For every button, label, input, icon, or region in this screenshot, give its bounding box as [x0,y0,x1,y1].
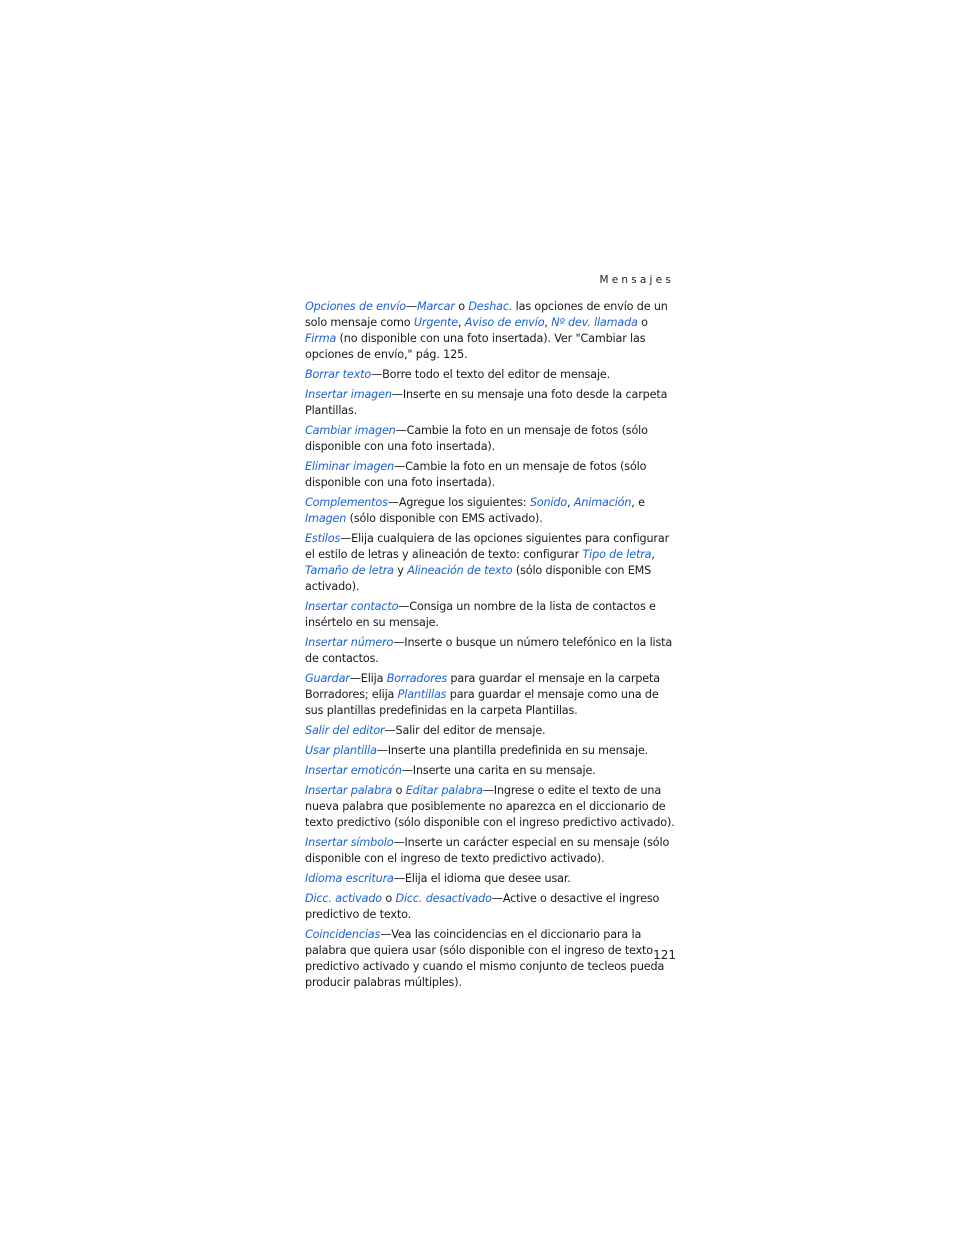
menu-option-term: Deshac. [468,300,513,313]
menu-option-term: Usar plantilla [305,744,377,757]
option-entry [305,783,677,831]
option-entry [305,387,677,419]
menu-option-term: Imagen [305,512,347,525]
option-entry [305,763,677,779]
menu-option-term: Editar palabra [405,784,483,797]
menu-option-term: Cambiar imagen [305,424,396,437]
option-description: —Consiga un nombre de la lista de contactos e insértelo en su mensaje. [305,600,656,629]
option-description: —Inserte o busque un número telefónico en la lista de contactos. [305,636,673,665]
option-description: las opciones de envío de un solo mensaje como [305,300,668,329]
option-description: , [544,316,552,329]
menu-option-term: Insertar emoticón [305,764,402,777]
option-description: —Vea las coincidencias en el diccionario para la palabra que quiera usar (sólo disponible con el ingreso de texto predictivo activado y cuando el mismo conjunto de tecleos pueda producir palabras múltiples). [305,928,665,989]
menu-option-term: Insertar contacto [305,600,399,613]
menu-option-term: Insertar número [305,636,394,649]
option-description: para guardar el mensaje como una de sus plantillas predefinidas en la carpeta Plantillas. [305,688,659,717]
menu-option-term: Eliminar imagen [305,460,395,473]
option-entry [305,531,677,595]
option-description: —Agregue los siguientes: [387,496,530,509]
option-description: —Inserte una carita en su mensaje. [401,764,596,777]
option-entry [305,723,677,739]
menu-option-term: Aviso de envío [464,316,545,329]
menu-option-term: Nº dev. llamada [551,316,638,329]
menu-option-term: Insertar imagen [305,388,392,401]
option-entry [305,891,677,923]
menu-option-term: Estilos [305,532,341,545]
menu-option-term: Urgente [413,316,458,329]
menu-option-term: Firma [305,332,337,345]
option-description: —Cambie la foto en un mensaje de fotos (sólo disponible con una foto insertada). [305,460,647,489]
option-description: , [457,316,465,329]
menu-option-term: Alineación de texto [407,564,513,577]
option-entry [305,927,677,991]
option-entry [305,459,677,491]
menu-option-term: Insertar símbolo [305,836,394,849]
option-entry [305,423,677,455]
menu-option-term: Guardar [305,672,350,685]
option-description: , [651,548,655,561]
option-description: , [567,496,574,509]
option-description: —Salir del editor de mensaje. [384,724,546,737]
option-entry [305,835,677,867]
option-description: o [381,892,396,905]
option-entry [305,367,677,383]
option-description: (sólo disponible con EMS activado). [346,512,543,525]
menu-option-term: Opciones de envío [305,300,406,313]
option-entry [305,495,677,527]
menu-option-term: Sonido [529,496,568,509]
menu-option-term: Animación [573,496,632,509]
menu-option-term: Dicc. activado [305,892,382,905]
option-description: —Inserte en su mensaje una foto desde la carpeta Plantillas. [305,388,668,417]
option-description: y [393,564,408,577]
option-entry [305,599,677,631]
option-description: —Ingrese o edite el texto de una nueva palabra que posiblemente no aparezca en el diccionario de texto predictivo (sólo disponible con el ingreso predictivo activado). [305,784,675,829]
menu-option-term: Borrar texto [305,368,372,381]
menu-option-term: Insertar palabra [305,784,393,797]
option-description: —Borre todo el texto del editor de mensaje. [371,368,611,381]
option-description: (no disponible con una foto insertada). Ver "Cambiar las opciones de envío," pág. 125. [305,332,646,361]
option-description: o [454,300,469,313]
menu-option-term: Tipo de letra [582,548,652,561]
option-description: o [392,784,406,797]
menu-option-term: Dicc. desactivado [395,892,492,905]
option-entry [305,299,677,363]
option-description: — [405,300,417,313]
option-description: —Inserte un carácter especial en su mensaje (sólo disponible con el ingreso de texto predictivo activado). [305,836,670,865]
option-entry [305,671,677,719]
option-description: para guardar el mensaje en la carpeta Borradores; elija [305,672,660,701]
menu-options-list [305,299,677,995]
page-number: 121 [653,948,676,962]
option-description: —Cambie la foto en un mensaje de fotos (sólo disponible con una foto insertada). [305,424,648,453]
menu-option-term: Coincidencias [305,928,381,941]
option-description: —Inserte una plantilla predefinida en su mensaje. [376,744,649,757]
option-entry [305,635,677,667]
menu-option-term: Marcar [416,300,455,313]
menu-option-term: Borradores [386,672,448,685]
option-description: —Elija el idioma que desee usar. [393,872,571,885]
menu-option-term: Complementos [305,496,388,509]
option-entry [305,743,677,759]
menu-option-term: Salir del editor [305,724,385,737]
option-description: , e [631,496,645,509]
section-header: Mensajes [599,274,674,286]
option-description: —Active o desactive el ingreso predictivo de texto. [305,892,660,921]
option-description: —Elija cualquiera de las opciones siguientes para configurar el estilo de letras y alineación de texto: configurar [305,532,670,561]
menu-option-term: Idioma escritura [305,872,394,885]
menu-option-term: Tamaño de letra [305,564,394,577]
option-description: (sólo disponible con EMS activado). [305,564,652,593]
option-entry [305,871,677,887]
option-description: —Elija [349,672,387,685]
menu-option-term: Plantillas [397,688,447,701]
option-description: o [637,316,648,329]
